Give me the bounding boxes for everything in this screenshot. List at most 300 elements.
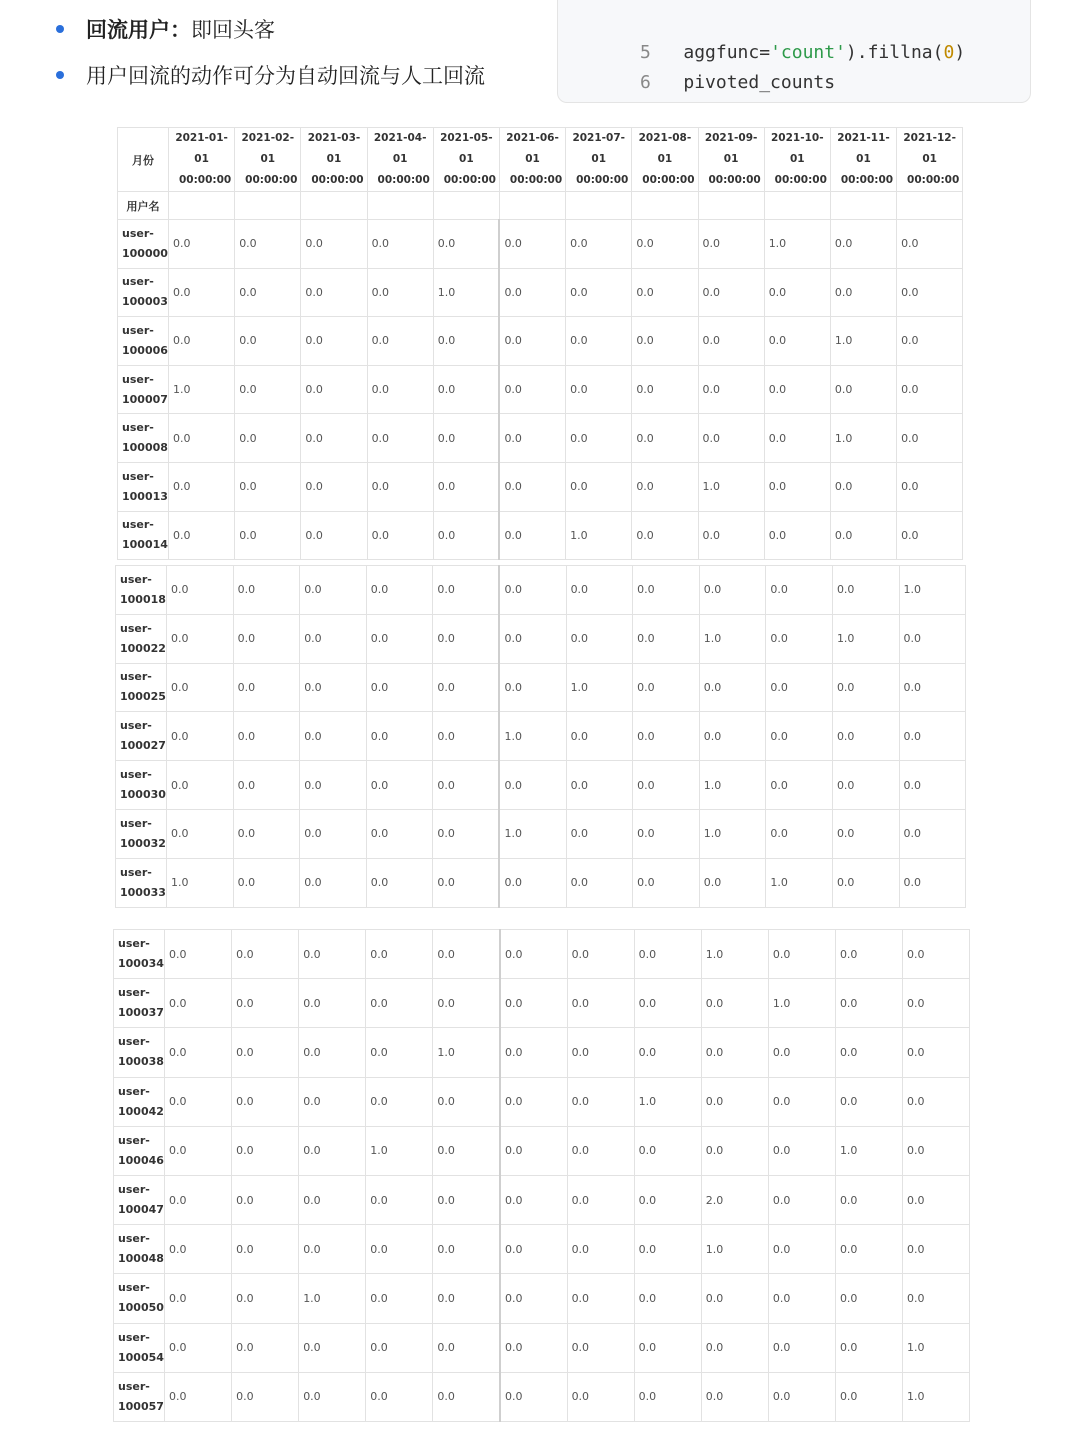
table-cell: 0.0 <box>235 414 301 463</box>
pivot-table-block-1 <box>117 127 963 560</box>
bullet-text: 用户回流的动作可分为自动回流与人工回流 <box>86 65 485 88</box>
row-user-id: 100050 <box>118 1301 164 1315</box>
table-row <box>116 614 966 663</box>
row-user-prefix: user- <box>122 226 154 240</box>
month-axis-label: 月份 <box>118 128 169 192</box>
row-index <box>118 511 169 560</box>
table-cell: 0.0 <box>366 566 433 615</box>
table-cell: 0.0 <box>567 1175 634 1224</box>
column-time: 00:00:00 <box>907 174 960 186</box>
table-cell: 0.0 <box>567 979 634 1028</box>
table-cell: 0.0 <box>766 809 833 858</box>
table-cell: 0.0 <box>167 614 234 663</box>
table-cell: 0.0 <box>366 663 433 712</box>
column-header <box>830 128 896 192</box>
table-cell: 0.0 <box>232 1225 299 1274</box>
table-cell: 0.0 <box>566 809 633 858</box>
table-cell: 0.0 <box>299 1225 366 1274</box>
table-cell: 0.0 <box>835 1323 902 1372</box>
table-cell: 0.0 <box>232 1323 299 1372</box>
table-cell: 0.0 <box>566 220 632 269</box>
table-cell: 0.0 <box>167 566 234 615</box>
table-cell: 0.0 <box>897 317 963 366</box>
table-cell: 0.0 <box>233 614 300 663</box>
table-cell: 0.0 <box>903 1077 970 1126</box>
table-cell: 0.0 <box>433 1175 500 1224</box>
table-cell: 0.0 <box>832 761 899 810</box>
row-user-id: 100057 <box>118 1399 164 1413</box>
table-cell: 0.0 <box>301 511 367 560</box>
table-cell: 0.0 <box>367 462 433 511</box>
table-cell: 0.0 <box>299 1323 366 1372</box>
row-user-prefix: user- <box>120 865 152 879</box>
table-row <box>116 858 966 907</box>
table-cell: 0.0 <box>633 663 700 712</box>
empty-header-cell <box>764 192 830 220</box>
line-number: 5 <box>639 42 651 63</box>
table-cell: 0.0 <box>634 1028 701 1077</box>
table-cell: 0.0 <box>499 511 565 560</box>
table-cell: 0.0 <box>433 663 500 712</box>
table-cell: 0.0 <box>499 663 566 712</box>
table-cell: 0.0 <box>499 566 566 615</box>
table-cell: 0.0 <box>897 414 963 463</box>
table-row <box>118 220 963 269</box>
table-cell: 0.0 <box>433 809 500 858</box>
table-cell: 0.0 <box>301 268 367 317</box>
table-cell: 0.0 <box>832 858 899 907</box>
column-date: 2021-11-01 <box>837 132 890 165</box>
table-cell: 0.0 <box>499 414 565 463</box>
column-header <box>433 128 499 192</box>
column-header <box>764 128 830 192</box>
table-cell: 0.0 <box>830 220 896 269</box>
column-header <box>897 128 963 192</box>
table-cell: 0.0 <box>764 462 830 511</box>
table-cell: 0.0 <box>433 1372 500 1421</box>
table-cell: 0.0 <box>835 1372 902 1421</box>
table-cell: 0.0 <box>832 809 899 858</box>
table-cell: 1.0 <box>835 1126 902 1175</box>
table-cell: 0.0 <box>300 858 367 907</box>
table-cell: 0.0 <box>632 511 698 560</box>
table-cell: 0.0 <box>235 365 301 414</box>
table-cell: 0.0 <box>566 414 632 463</box>
table-cell: 1.0 <box>299 1274 366 1323</box>
table-cell: 0.0 <box>165 1225 232 1274</box>
table-cell: 0.0 <box>699 712 766 761</box>
row-user-prefix: user- <box>120 572 152 586</box>
table-row <box>118 462 963 511</box>
row-user-id: 100037 <box>118 1006 164 1020</box>
table-cell: 0.0 <box>634 930 701 979</box>
row-user-id: 100007 <box>122 392 168 406</box>
table-cell: 1.0 <box>701 930 768 979</box>
table-cell: 0.0 <box>433 1323 500 1372</box>
table-cell: 0.0 <box>169 414 235 463</box>
code-block <box>557 0 1031 103</box>
table-cell: 0.0 <box>500 1323 567 1372</box>
table-cell: 0.0 <box>766 712 833 761</box>
table-cell: 0.0 <box>433 462 499 511</box>
row-user-prefix: user- <box>122 421 154 435</box>
table-cell: 0.0 <box>899 858 966 907</box>
row-index <box>118 365 169 414</box>
table-cell: 0.0 <box>567 1077 634 1126</box>
code-text: aggfunc= <box>683 42 771 63</box>
table-cell: 0.0 <box>899 809 966 858</box>
table-cell: 0.0 <box>701 1274 768 1323</box>
table-cell: 1.0 <box>701 1225 768 1274</box>
row-user-id: 100018 <box>120 592 166 606</box>
row-user-prefix: user- <box>120 621 152 635</box>
table-cell: 0.0 <box>367 511 433 560</box>
column-date: 2021-07-01 <box>572 132 625 165</box>
table-cell: 0.0 <box>499 614 566 663</box>
table-row <box>114 1274 970 1323</box>
table-cell: 0.0 <box>433 858 500 907</box>
row-user-prefix: user- <box>118 1035 150 1049</box>
table-cell: 1.0 <box>433 268 499 317</box>
table-cell: 0.0 <box>433 761 500 810</box>
row-index <box>114 1126 165 1175</box>
row-user-prefix: user- <box>122 518 154 532</box>
table-cell: 0.0 <box>235 462 301 511</box>
table-cell: 1.0 <box>699 614 766 663</box>
table-row <box>114 1323 970 1372</box>
table-cell: 0.0 <box>632 462 698 511</box>
table-cell: 0.0 <box>433 712 500 761</box>
table-cell: 1.0 <box>899 566 966 615</box>
table-cell: 0.0 <box>300 614 367 663</box>
table-cell: 0.0 <box>566 365 632 414</box>
table-cell: 0.0 <box>499 317 565 366</box>
table-row <box>114 1225 970 1274</box>
table-cell: 0.0 <box>633 809 700 858</box>
row-user-prefix: user- <box>118 1183 150 1197</box>
table-cell: 0.0 <box>301 220 367 269</box>
table-cell: 0.0 <box>632 317 698 366</box>
table-cell: 0.0 <box>832 712 899 761</box>
table-cell: 0.0 <box>764 317 830 366</box>
column-time: 00:00:00 <box>708 174 761 186</box>
row-user-id: 100038 <box>118 1055 164 1069</box>
table-cell: 0.0 <box>633 712 700 761</box>
column-time: 00:00:00 <box>576 174 629 186</box>
table-cell: 1.0 <box>766 858 833 907</box>
table-cell: 0.0 <box>165 1274 232 1323</box>
row-user-id: 100008 <box>122 441 168 455</box>
row-index <box>114 1028 165 1077</box>
table-cell: 0.0 <box>500 1372 567 1421</box>
table-cell: 1.0 <box>768 979 835 1028</box>
table-cell: 0.0 <box>232 1274 299 1323</box>
row-index <box>118 268 169 317</box>
table-cell: 0.0 <box>701 1028 768 1077</box>
row-user-prefix: user- <box>118 1330 150 1344</box>
table-cell: 0.0 <box>768 1077 835 1126</box>
column-header <box>169 128 235 192</box>
table-cell: 0.0 <box>830 365 896 414</box>
table-cell: 0.0 <box>500 1077 567 1126</box>
row-index <box>118 220 169 269</box>
table-cell: 0.0 <box>366 979 433 1028</box>
column-time: 00:00:00 <box>178 174 232 186</box>
table-cell: 1.0 <box>169 365 235 414</box>
row-index <box>114 1175 165 1224</box>
table-cell: 0.0 <box>768 930 835 979</box>
row-user-id: 100027 <box>120 739 166 753</box>
line-number: 6 <box>639 72 651 93</box>
table-cell: 1.0 <box>903 1372 970 1421</box>
empty-header-cell <box>367 192 433 220</box>
table-cell: 0.0 <box>899 614 966 663</box>
table-cell: 0.0 <box>232 930 299 979</box>
table-cell: 0.0 <box>235 511 301 560</box>
table-cell: 0.0 <box>701 979 768 1028</box>
table-cell: 0.0 <box>566 761 633 810</box>
table-cell: 0.0 <box>232 1077 299 1126</box>
table-cell: 0.0 <box>300 566 367 615</box>
table-cell: 0.0 <box>366 809 433 858</box>
table-cell: 0.0 <box>233 566 300 615</box>
code-line <box>558 38 836 93</box>
table-cell: 1.0 <box>903 1323 970 1372</box>
table-cell: 0.0 <box>566 712 633 761</box>
row-index <box>114 930 165 979</box>
table-row <box>116 761 966 810</box>
code-number: 0 <box>943 42 955 63</box>
column-header <box>698 128 764 192</box>
row-user-id: 100054 <box>118 1350 164 1364</box>
table-cell: 0.0 <box>835 1175 902 1224</box>
row-index <box>116 663 167 712</box>
empty-header-cell <box>897 192 963 220</box>
table-cell: 1.0 <box>699 761 766 810</box>
table-cell: 0.0 <box>232 1175 299 1224</box>
table-cell: 0.0 <box>903 1126 970 1175</box>
row-user-id: 100030 <box>120 788 166 802</box>
bullet-item <box>56 52 485 98</box>
table-cell: 0.0 <box>366 1372 433 1421</box>
column-header <box>367 128 433 192</box>
row-user-id: 100014 <box>122 538 168 552</box>
row-index <box>114 1323 165 1372</box>
row-user-id: 100034 <box>118 957 164 971</box>
table-cell: 0.0 <box>300 663 367 712</box>
table-cell: 0.0 <box>766 761 833 810</box>
empty-header-cell <box>566 192 632 220</box>
table-cell: 0.0 <box>764 511 830 560</box>
table-cell: 0.0 <box>698 511 764 560</box>
table-cell: 0.0 <box>499 268 565 317</box>
table-cell: 0.0 <box>165 1126 232 1175</box>
row-index <box>114 979 165 1028</box>
table-cell: 0.0 <box>903 1225 970 1274</box>
table-cell: 0.0 <box>897 268 963 317</box>
table-cell: 0.0 <box>500 1028 567 1077</box>
table-cell: 1.0 <box>566 663 633 712</box>
table-cell: 0.0 <box>632 414 698 463</box>
column-time: 00:00:00 <box>443 174 496 186</box>
table-cell: 0.0 <box>701 1126 768 1175</box>
column-time: 00:00:00 <box>774 174 827 186</box>
row-index <box>118 414 169 463</box>
table-row <box>116 712 966 761</box>
row-index <box>114 1225 165 1274</box>
row-user-id: 100033 <box>120 885 166 899</box>
code-string: 'count' <box>770 42 846 63</box>
table-cell: 0.0 <box>698 268 764 317</box>
column-header <box>632 128 698 192</box>
table-cell: 0.0 <box>701 1372 768 1421</box>
table-cell: 0.0 <box>566 317 632 366</box>
table-cell: 0.0 <box>633 858 700 907</box>
table-cell: 0.0 <box>165 1323 232 1372</box>
table-cell: 0.0 <box>300 712 367 761</box>
table-cell: 0.0 <box>433 317 499 366</box>
table-cell: 0.0 <box>433 614 500 663</box>
empty-header-cell <box>499 192 565 220</box>
table-cell: 1.0 <box>764 220 830 269</box>
table-cell: 0.0 <box>567 1126 634 1175</box>
table-cell: 0.0 <box>367 365 433 414</box>
table-cell: 0.0 <box>764 268 830 317</box>
table-cell: 0.0 <box>566 566 633 615</box>
code-text: pivoted_counts <box>683 72 836 93</box>
table-cell: 0.0 <box>835 1077 902 1126</box>
column-date: 2021-04-01 <box>373 132 427 165</box>
table-cell: 0.0 <box>165 1077 232 1126</box>
code-text: ).fillna( <box>845 42 944 63</box>
table-cell: 0.0 <box>169 220 235 269</box>
table-cell: 0.0 <box>567 1225 634 1274</box>
table-cell: 0.0 <box>300 761 367 810</box>
column-time: 00:00:00 <box>311 174 364 186</box>
table-cell: 0.0 <box>165 1175 232 1224</box>
table-cell: 0.0 <box>433 1274 500 1323</box>
table-cell: 0.0 <box>232 1372 299 1421</box>
row-user-id: 100032 <box>120 836 166 850</box>
table-cell: 0.0 <box>366 1175 433 1224</box>
table-row <box>114 1077 970 1126</box>
table-cell: 0.0 <box>500 1126 567 1175</box>
column-date: 2021-02-01 <box>241 132 295 165</box>
table-cell: 0.0 <box>766 614 833 663</box>
bullet-dot-icon <box>56 71 64 79</box>
table-cell: 0.0 <box>768 1372 835 1421</box>
table-cell: 0.0 <box>835 1225 902 1274</box>
table-cell: 0.0 <box>433 220 499 269</box>
column-header <box>235 128 301 192</box>
table-cell: 0.0 <box>366 614 433 663</box>
table-cell: 0.0 <box>766 663 833 712</box>
table-cell: 0.0 <box>835 1028 902 1077</box>
table-cell: 0.0 <box>699 858 766 907</box>
table-cell: 0.0 <box>830 511 896 560</box>
table-cell: 0.0 <box>632 268 698 317</box>
table-cell: 1.0 <box>499 809 566 858</box>
table-cell: 0.0 <box>566 268 632 317</box>
row-index <box>116 761 167 810</box>
table-cell: 0.0 <box>567 1274 634 1323</box>
table-row <box>118 511 963 560</box>
table-cell: 0.0 <box>235 317 301 366</box>
empty-header-cell <box>235 192 301 220</box>
table-cell: 0.0 <box>830 268 896 317</box>
row-user-id: 100003 <box>122 295 168 309</box>
empty-header-cell <box>169 192 235 220</box>
table-cell: 0.0 <box>768 1126 835 1175</box>
empty-header-cell <box>698 192 764 220</box>
header-row <box>118 128 963 192</box>
code-text: ) <box>954 42 966 63</box>
table-cell: 0.0 <box>366 712 433 761</box>
table-cell: 0.0 <box>167 761 234 810</box>
table-cell: 0.0 <box>698 220 764 269</box>
row-index <box>116 712 167 761</box>
table-cell: 1.0 <box>830 414 896 463</box>
table-cell: 0.0 <box>233 858 300 907</box>
table-row <box>116 663 966 712</box>
row-user-id: 100013 <box>122 489 168 503</box>
table-cell: 0.0 <box>567 1028 634 1077</box>
table-cell: 0.0 <box>835 930 902 979</box>
table-cell: 2.0 <box>701 1175 768 1224</box>
table-cell: 0.0 <box>233 809 300 858</box>
table-cell: 0.0 <box>433 365 499 414</box>
table-cell: 0.0 <box>566 614 633 663</box>
table-cell: 0.0 <box>301 365 367 414</box>
table-cell: 0.0 <box>768 1028 835 1077</box>
table-cell: 0.0 <box>235 268 301 317</box>
row-user-prefix: user- <box>118 1133 150 1147</box>
table-cell: 0.0 <box>499 220 565 269</box>
table-cell: 0.0 <box>301 317 367 366</box>
table-cell: 0.0 <box>699 663 766 712</box>
row-user-prefix: user- <box>118 1232 150 1246</box>
table-cell: 0.0 <box>566 462 632 511</box>
column-date: 2021-06-01 <box>506 132 559 165</box>
table-cell: 0.0 <box>167 712 234 761</box>
table-cell: 0.0 <box>634 1274 701 1323</box>
table-cell: 0.0 <box>433 1225 500 1274</box>
table-cell: 0.0 <box>500 1175 567 1224</box>
table-cell: 0.0 <box>167 809 234 858</box>
table-cell: 0.0 <box>299 1372 366 1421</box>
row-user-id: 100048 <box>118 1252 164 1266</box>
table-cell: 0.0 <box>698 317 764 366</box>
table-cell: 0.0 <box>301 414 367 463</box>
column-date: 2021-10-01 <box>771 132 824 165</box>
row-user-id: 100000 <box>122 246 168 260</box>
table-cell: 0.0 <box>499 761 566 810</box>
column-header <box>301 128 367 192</box>
column-time: 00:00:00 <box>245 174 298 186</box>
table-cell: 0.0 <box>366 1225 433 1274</box>
table-cell: 0.0 <box>299 1028 366 1077</box>
table-cell: 0.0 <box>633 566 700 615</box>
table-cell: 0.0 <box>433 979 500 1028</box>
table-cell: 0.0 <box>634 1225 701 1274</box>
row-user-prefix: user- <box>122 323 154 337</box>
table-cell: 0.0 <box>832 663 899 712</box>
table-cell: 0.0 <box>897 511 963 560</box>
table-cell: 0.0 <box>169 317 235 366</box>
table-row <box>114 930 970 979</box>
table-cell: 0.0 <box>566 858 633 907</box>
column-time: 00:00:00 <box>642 174 695 186</box>
